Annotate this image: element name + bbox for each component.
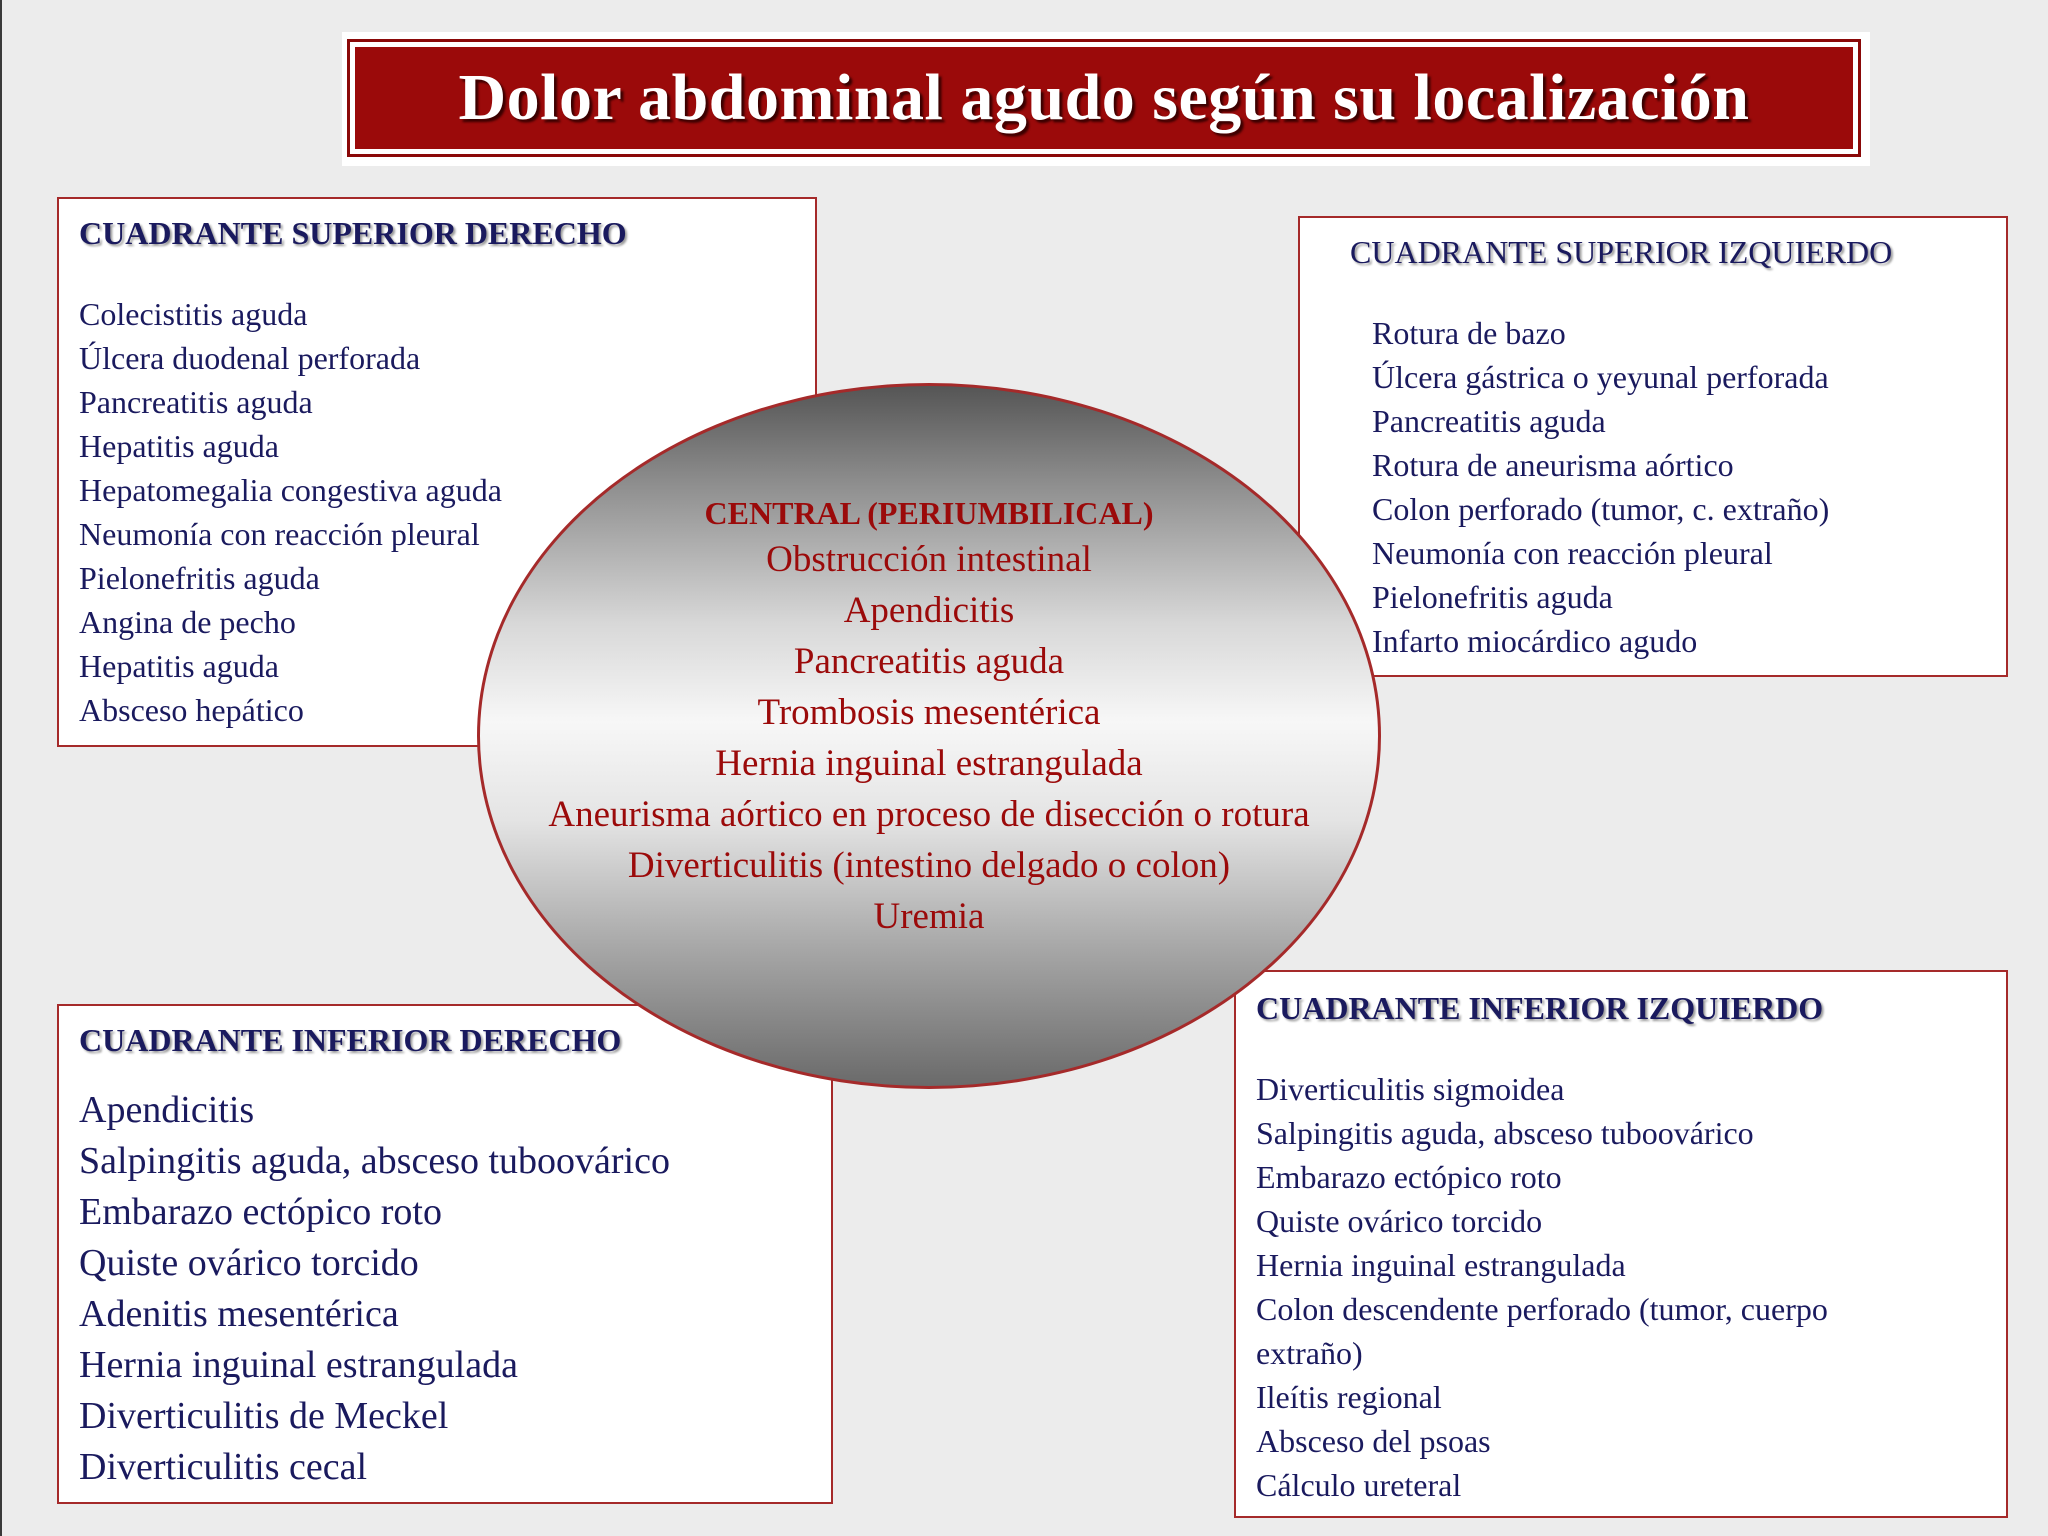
list-item: Rotura de aneurisma aórtico xyxy=(1372,447,1734,483)
list-item: Neumonía con reacción pleural xyxy=(1372,535,1773,571)
box-right-lower-quadrant xyxy=(57,1004,833,1504)
list-left-lower-quadrant xyxy=(1256,1067,2006,1507)
page-title: Dolor abdominal agudo según su localización xyxy=(458,61,1750,134)
title-banner xyxy=(350,42,1858,154)
list-item: Colon descendente perforado (tumor, cuerpo xyxy=(1256,1291,1828,1327)
heading-central: CENTRAL (PERIUMBILICAL) xyxy=(704,495,1154,531)
list-item: Diverticulitis (intestino delgado o colon) xyxy=(627,845,1231,886)
list-item: Quiste ovárico torcido xyxy=(79,1242,419,1284)
heading-left-lower-quadrant: CUADRANTE INFERIOR IZQUIERDO xyxy=(1256,990,1824,1026)
list-item: Absceso hepático xyxy=(79,692,304,728)
list-item: Pancreatitis aguda xyxy=(793,641,1065,682)
list-item: Ileítis regional xyxy=(1256,1379,1442,1415)
list-item: Colon perforado (tumor, c. extraño) xyxy=(1372,491,1830,527)
heading-left-upper-quadrant: CUADRANTE SUPERIOR IZQUIERDO xyxy=(1350,234,1893,270)
list-item: Hernia inguinal estrangulada xyxy=(79,1344,518,1386)
list-item: Uremia xyxy=(873,896,985,937)
list-item: Adenitis mesentérica xyxy=(79,1293,399,1335)
list-item: Absceso del psoas xyxy=(1256,1423,1491,1459)
list-item: Quiste ovárico torcido xyxy=(1256,1203,1543,1239)
left-edge-line xyxy=(0,0,2,1536)
list-item: Hernia inguinal estrangulada xyxy=(1256,1247,1626,1283)
list-item: Colecistitis aguda xyxy=(79,296,308,332)
list-item: Apendicitis xyxy=(843,590,1015,631)
list-item: Pancreatitis aguda xyxy=(79,384,313,420)
list-item: Cálculo ureteral xyxy=(1256,1467,1462,1503)
list-item: Salpingitis aguda, absceso tuboovárico xyxy=(1256,1115,1754,1151)
box-left-lower-quadrant xyxy=(1234,970,2008,1518)
list-item: Diverticulitis de Meckel xyxy=(79,1395,449,1437)
list-item: Pancreatitis aguda xyxy=(1372,403,1606,439)
list-item: Hepatitis aguda xyxy=(79,428,279,464)
list-item: Hepatitis aguda xyxy=(79,648,279,684)
heading-right-upper-quadrant: CUADRANTE SUPERIOR DERECHO xyxy=(79,215,627,251)
list-left-upper-quadrant xyxy=(1350,311,2006,663)
list-item: Pielonefritis aguda xyxy=(1372,579,1613,615)
list-item: Embarazo ectópico roto xyxy=(1256,1159,1562,1195)
list-item: Neumonía con reacción pleural xyxy=(79,516,480,552)
list-item: Infarto miocárdico agudo xyxy=(1372,623,1698,659)
list-central xyxy=(480,534,1378,942)
list-item: Rotura de bazo xyxy=(1372,315,1566,351)
list-item: Hernia inguinal estrangulada xyxy=(715,743,1143,784)
list-item: Apendicitis xyxy=(79,1089,255,1131)
list-item: Obstrucción intestinal xyxy=(766,539,1092,580)
list-item: Diverticulitis sigmoidea xyxy=(1256,1071,1565,1107)
list-item: Trombosis mesentérica xyxy=(757,692,1101,733)
list-item: Hepatomegalia congestiva aguda xyxy=(79,472,502,508)
list-item: Úlcera duodenal perforada xyxy=(79,340,421,376)
list-item: Angina de pecho xyxy=(79,604,296,640)
list-item: Pielonefritis aguda xyxy=(79,560,320,596)
list-item: Salpingitis aguda, absceso tuboovárico xyxy=(79,1140,670,1182)
heading-right-lower-quadrant: CUADRANTE INFERIOR DERECHO xyxy=(79,1022,622,1058)
central-ellipse xyxy=(477,383,1381,1089)
list-item: Aneurisma aórtico en proceso de disección o rotura xyxy=(548,794,1310,835)
list-item: Úlcera gástrica o yeyunal perforada xyxy=(1372,359,1829,395)
box-left-upper-quadrant xyxy=(1298,216,2008,677)
list-item: Diverticulitis cecal xyxy=(79,1446,368,1488)
list-item: Embarazo ectópico roto xyxy=(79,1191,442,1233)
list-item: extraño) xyxy=(1256,1335,1363,1371)
list-right-lower-quadrant xyxy=(79,1085,831,1493)
